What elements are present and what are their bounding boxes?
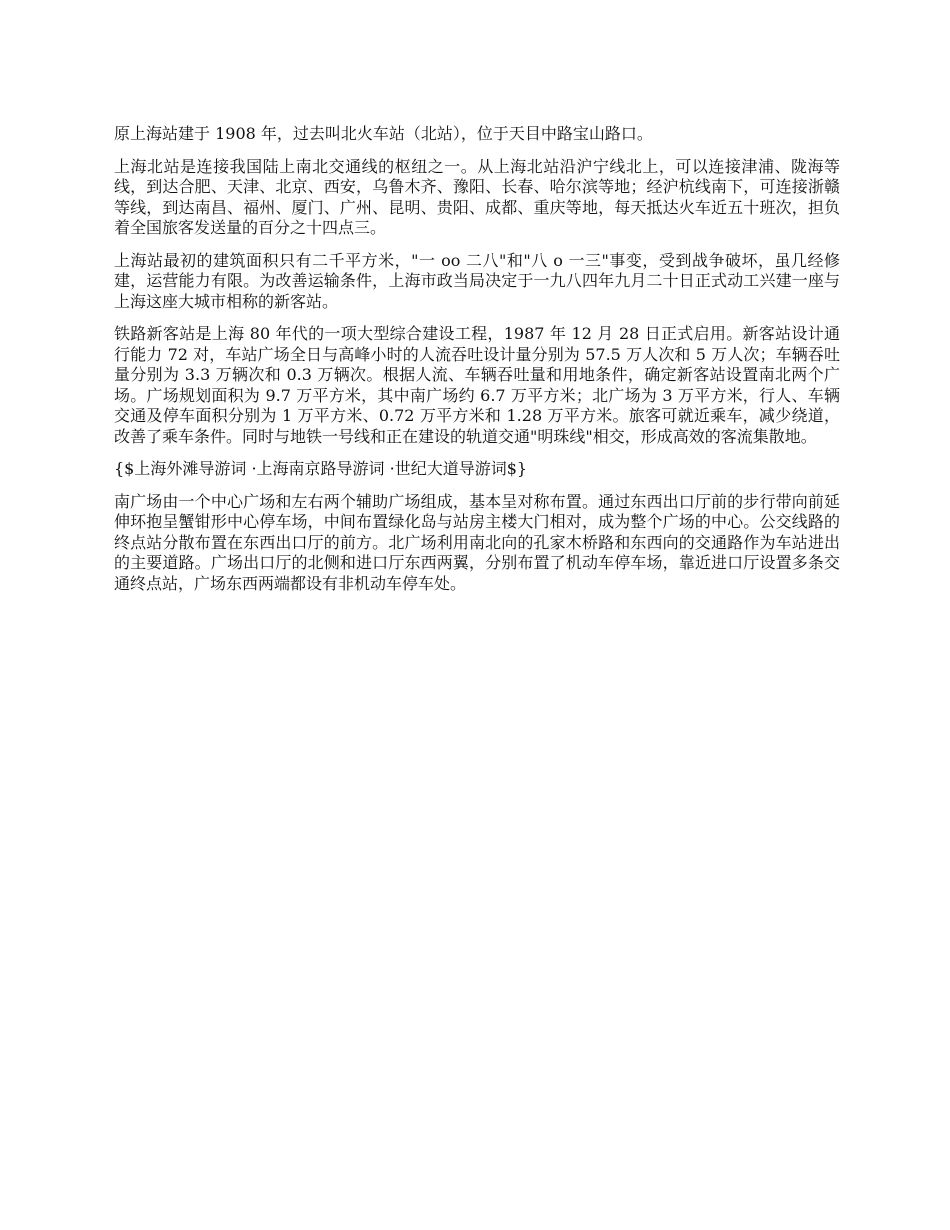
paragraph-history: 原上海站建于 1908 年，过去叫北火车站（北站），位于天目中路宝山路口。 (114, 124, 653, 143)
paragraph-new-station: 铁路新客站是上海 80 年代的一项大型综合建设工程，1987 年 12 月 28 日正式启用。新客站设计通行能力 72 对，车站广场全日与高峰小时的人流吞吐设计量分别为 57.5 万人次和 5 万人次；车辆吞吐量分别为 3.3 万辆次和 0.3 万辆次。根据人流、车辆吞吐量和用地条件，确定新客站设置南北两个广场。广场规划面积为 9.7 万平方米，其中南广场约 6.7 万平方米；北广场为 3 万平方米，行人、车辆交通及停车面积分别为 1 万平方米、0.72 万平方米和 1.28 万平方米。旅客可就近乘车，减少绕道，改善了乘车条件。同时与地铁一号线和正在建设的轨道交通"明珠线"相交，形成高效的客流集散地。 (114, 324, 840, 446)
paragraph-north-station-hub: 上海北站是连接我国陆上南北交通线的枢纽之一。从上海北站沿沪宁线北上，可以连接津浦、陇海等线，到达合肥、天津、北京、西安，乌鲁木齐、豫阳、长春、哈尔滨等地；经沪杭线南下，可连接浙赣等线，到达南昌、福州、厦门、广州、昆明、贵阳、成都、重庆等地，每天抵达火车近五十班次，担负着全国旅客发送量的百分之十四点三。 (114, 156, 840, 237)
paragraph-south-square: 南广场由一个中心广场和左右两个辅助广场组成，基本呈对称布置。通过东西出口厅前的步行带向前延伸环抱呈蟹钳形中心停车场，中间布置绿化岛与站房主楼大门相对，成为整个广场的中心。公交线路的终点站分散布置在东西出口厅的前方。北广场利用南北向的孔家木桥路和东西向的交通路作为车站进出的主要道路。广场出口厅的北侧和进口厅东西两翼，分别布置了机动车停车场，靠近进口厅设置多条交通终点站，广场东西两端都设有非机动车停车处。 (114, 491, 840, 593)
document-body (114, 124, 840, 606)
paragraph-related-links: {$上海外滩导游词 ·上海南京路导游词 ·世纪大道导游词$} (114, 459, 528, 478)
paragraph-original-area: 上海站最初的建筑面积只有二千平方米，"一 oo 二八"和"八 o 一三"事变，受到战争破坏，虽几经修建，运营能力有限。为改善运输条件，上海市政当局决定于一九八四年九月二十日正式动工兴建一座与上海这座大城市相称的新客站。 (114, 250, 840, 311)
